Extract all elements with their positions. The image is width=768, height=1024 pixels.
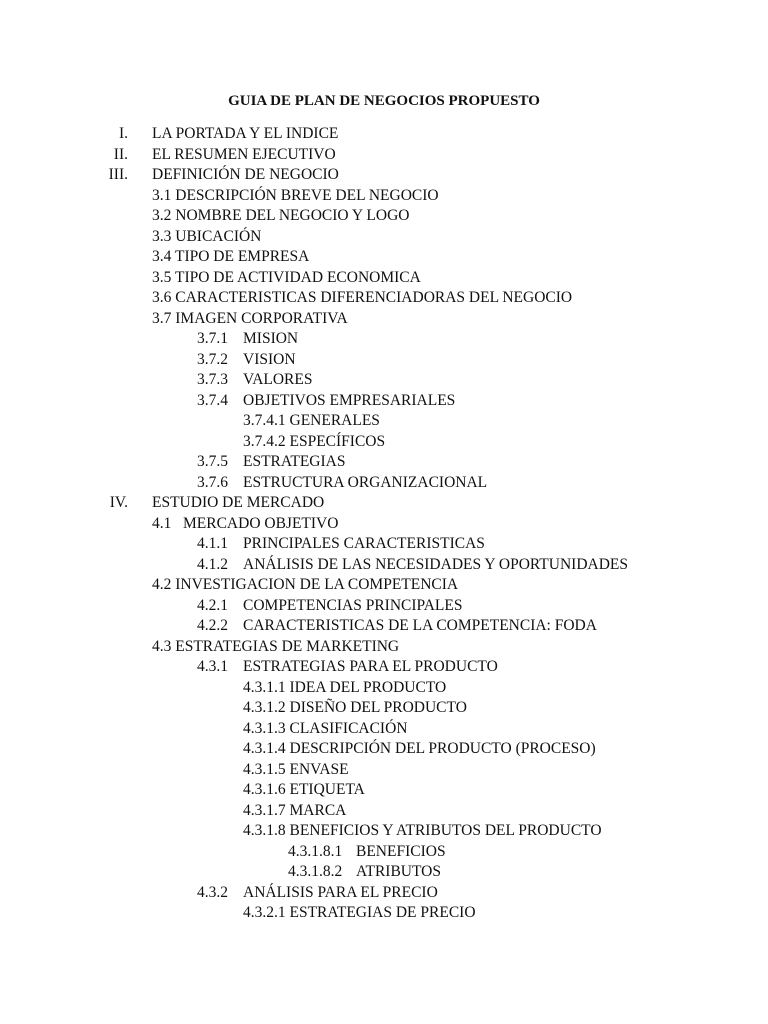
- outline-item-number: 4.3.1: [197, 658, 228, 675]
- outline-item-text: ESTRATEGIAS PARA EL PRODUCTO: [243, 658, 498, 675]
- outline-item-number: 3.7.4: [197, 392, 228, 409]
- outline-item-text: ESTRATEGIAS: [243, 453, 346, 470]
- outline-item-number: 3.7.5: [197, 453, 228, 470]
- outline-item-text: 3.7.4.1 GENERALES: [243, 412, 380, 429]
- outline-item-text: DEFINICIÓN DE NEGOCIO: [152, 166, 339, 183]
- outline-item-text: ESTUDIO DE MERCADO: [152, 494, 325, 511]
- outline-item-text: 3.4 TIPO DE EMPRESA: [152, 248, 310, 265]
- outline-item-text: 3.7.4.2 ESPECÍFICOS: [243, 433, 386, 450]
- outline-item-number: IV.: [109, 494, 128, 511]
- outline-item-text: ANÁLISIS PARA EL PRECIO: [243, 884, 438, 901]
- outline-item-text: 4.3.1.3 CLASIFICACIÓN: [243, 720, 408, 737]
- outline-item-text: 4.3.2.1 ESTRATEGIAS DE PRECIO: [243, 904, 476, 921]
- outline-item-text: VISION: [243, 351, 296, 368]
- outline-item-text: 3.7 IMAGEN CORPORATIVA: [152, 310, 348, 327]
- outline-item-text: 3.5 TIPO DE ACTIVIDAD ECONOMICA: [152, 269, 421, 286]
- outline-item-number: 3.7.3: [197, 371, 228, 388]
- outline-item-text: MERCADO OBJETIVO: [183, 515, 339, 532]
- outline-item-text: 4.3 ESTRATEGIAS DE MARKETING: [152, 638, 400, 655]
- outline-item-number: 4.1.2: [197, 556, 228, 573]
- outline-item-text: LA PORTADA Y EL INDICE: [152, 125, 339, 142]
- outline-item-text: ESTRUCTURA ORGANIZACIONAL: [243, 474, 488, 491]
- outline-item-text: 3.1 DESCRIPCIÓN BREVE DEL NEGOCIO: [152, 187, 439, 204]
- outline-item-text: 3.2 NOMBRE DEL NEGOCIO Y LOGO: [152, 207, 410, 224]
- outline-item-text: PRINCIPALES CARACTERISTICAS: [243, 535, 485, 552]
- outline-item-number: I.: [118, 125, 128, 142]
- outline-item-number: 4.1: [152, 515, 172, 532]
- outline-item-text: CARACTERISTICAS DE LA COMPETENCIA: FODA: [243, 617, 597, 634]
- outline-item-number: II.: [113, 146, 128, 163]
- outline-item-text: EL RESUMEN EJECUTIVO: [152, 146, 336, 163]
- outline-item-text: 4.2 INVESTIGACION DE LA COMPETENCIA: [152, 576, 459, 593]
- outline-item-text: OBJETIVOS EMPRESARIALES: [243, 392, 456, 409]
- outline-item-number: 4.3.2: [197, 884, 228, 901]
- outline-item-number: 4.2.2: [197, 617, 228, 634]
- document-title: GUIA DE PLAN DE NEGOCIOS PROPUESTO: [228, 93, 540, 109]
- outline-item-text: COMPETENCIAS PRINCIPALES: [243, 597, 463, 614]
- outline-item-text: VALORES: [243, 371, 313, 388]
- outline-item-text: BENEFICIOS: [356, 843, 446, 860]
- outline-item-number: 4.1.1: [197, 535, 228, 552]
- outline-item-number: 4.2.1: [197, 597, 228, 614]
- outline-item-number: III.: [108, 166, 128, 183]
- outline-item-text: 4.3.1.2 DISEÑO DEL PRODUCTO: [243, 699, 467, 716]
- outline-item-text: 3.6 CARACTERISTICAS DIFERENCIADORAS DEL NEGOCIO: [152, 289, 573, 306]
- outline-item-text: ATRIBUTOS: [356, 863, 441, 880]
- outline-item-number: 4.3.1.8.1: [288, 843, 343, 860]
- outline-item-number: 4.3.1.8.2: [288, 863, 343, 880]
- outline-item-number: 3.7.2: [197, 351, 228, 368]
- outline-item-text: MISION: [243, 330, 299, 347]
- outline-item-text: 4.3.1.4 DESCRIPCIÓN DEL PRODUCTO (PROCESO): [243, 740, 596, 757]
- outline-item-text: ANÁLISIS DE LAS NECESIDADES Y OPORTUNIDADES: [243, 556, 628, 573]
- outline-item-text: 4.3.1.6 ETIQUETA: [243, 781, 365, 798]
- outline-item-number: 3.7.6: [197, 474, 228, 491]
- outline-item-text: 4.3.1.8 BENEFICIOS Y ATRIBUTOS DEL PRODUCTO: [243, 822, 602, 839]
- outline-item-text: 4.3.1.5 ENVASE: [243, 761, 349, 778]
- outline-item-number: 3.7.1: [197, 330, 228, 347]
- outline-item-text: 3.3 UBICACIÓN: [152, 228, 262, 245]
- outline-item-text: 4.3.1.7 MARCA: [243, 802, 347, 819]
- outline-item-text: 4.3.1.1 IDEA DEL PRODUCTO: [243, 679, 447, 696]
